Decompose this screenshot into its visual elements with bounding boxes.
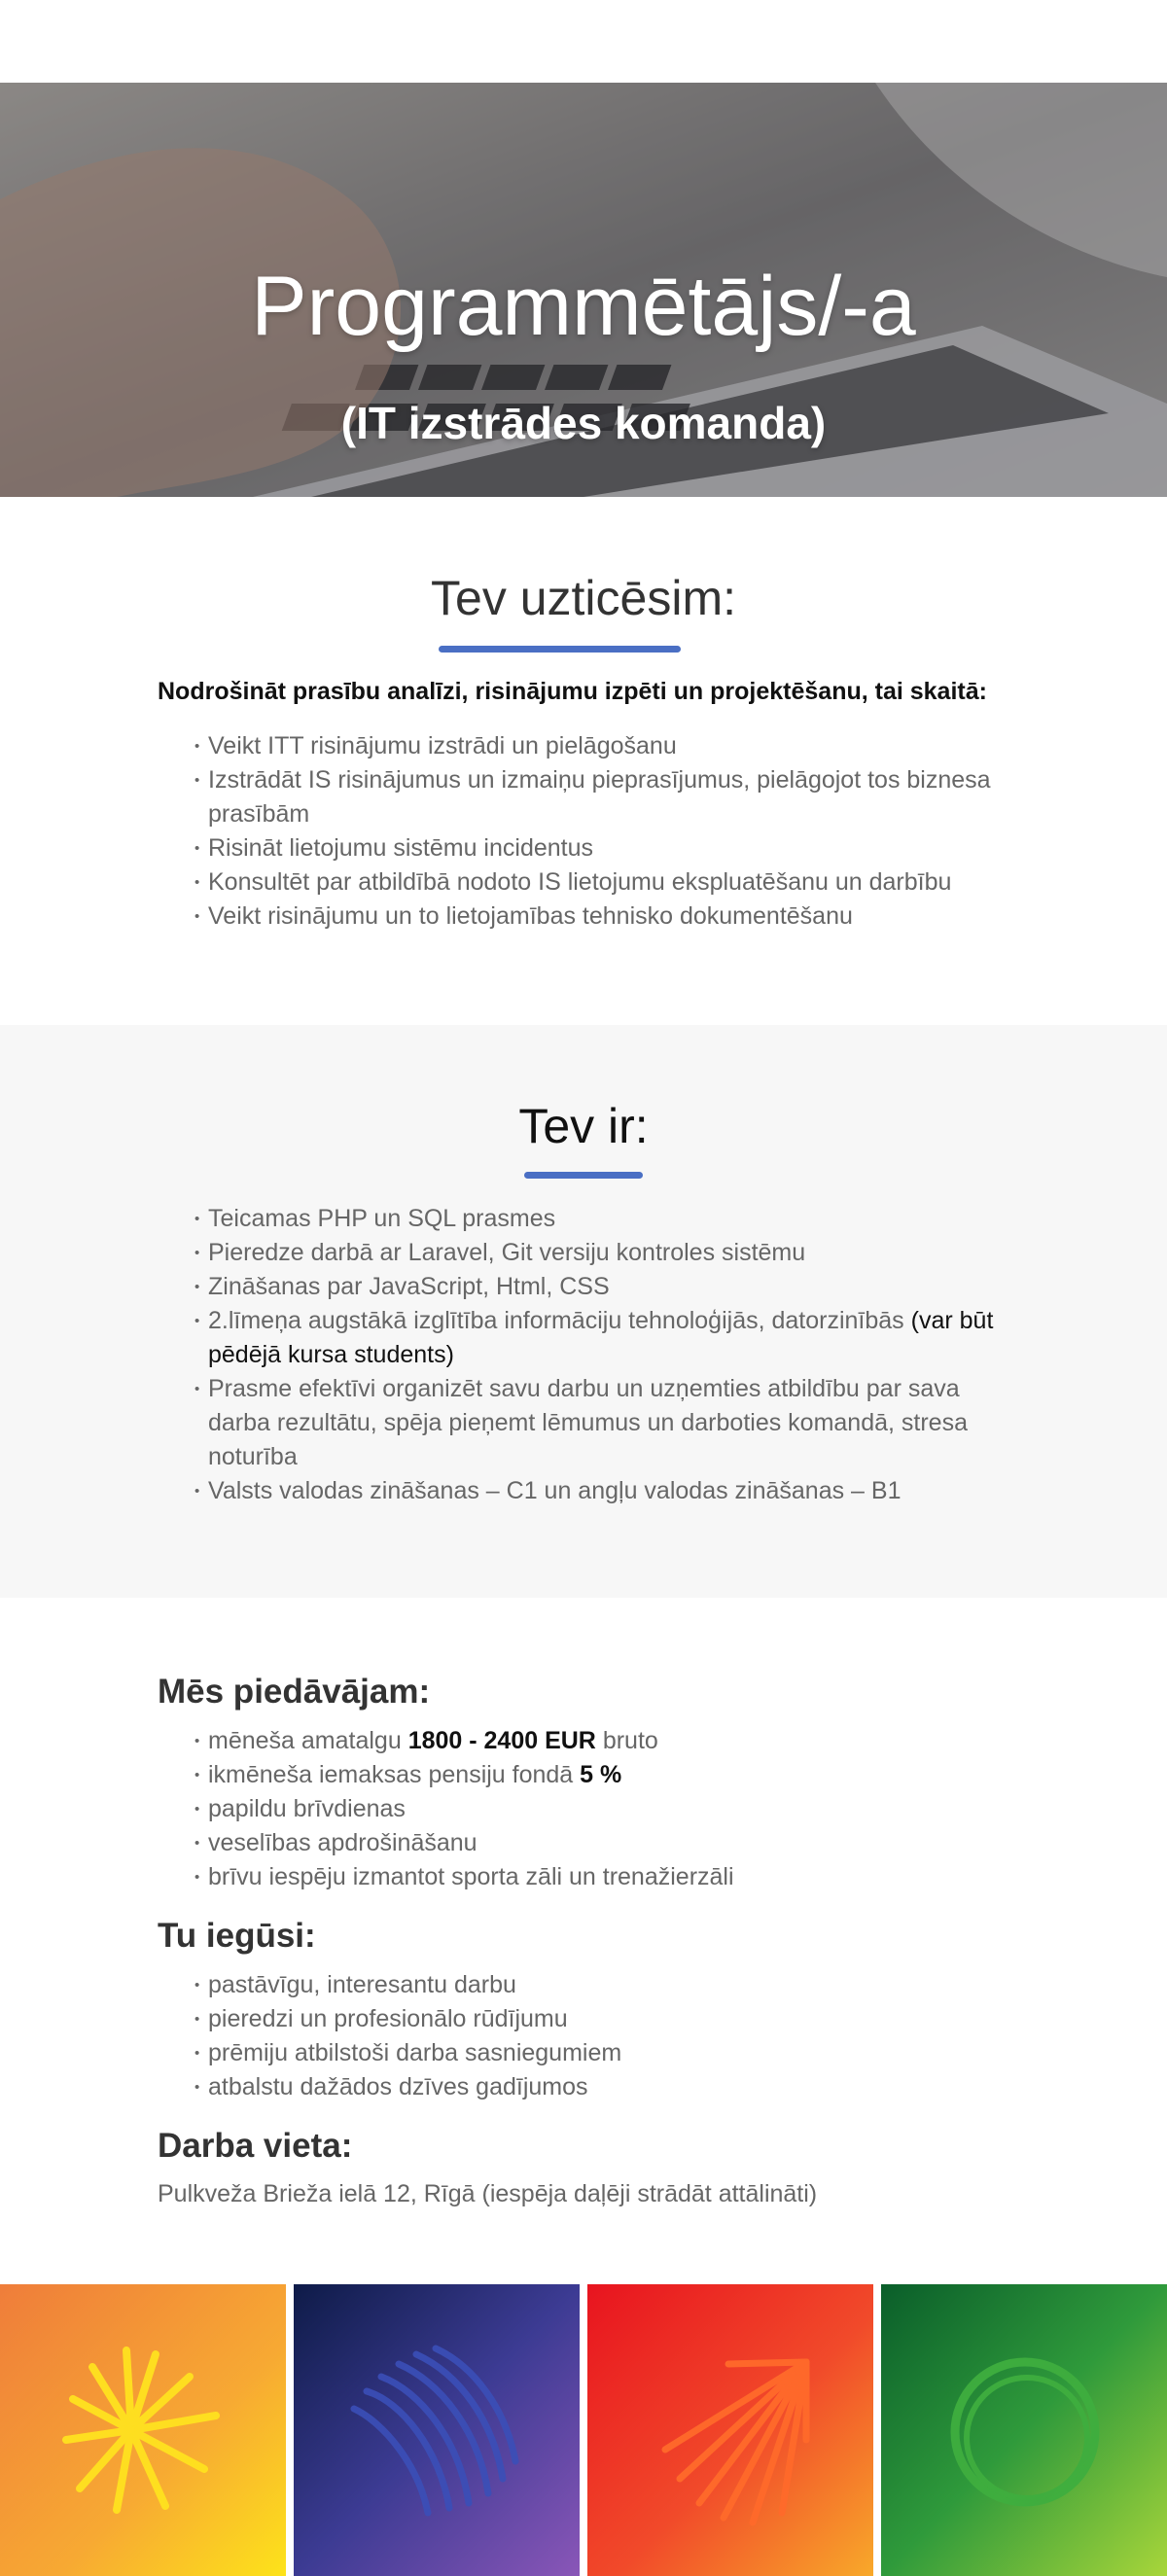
list-item: • prēmiju atbilstoši darba sasniegumiem (196, 2036, 1013, 2070)
tile-green (881, 2284, 1167, 2576)
title-underline (439, 646, 681, 653)
list-item: • pastāvīgu, interesantu darbu (196, 1968, 1013, 2002)
pension-value: 5 % (580, 1761, 622, 1788)
salary-label: mēneša amatalgu (208, 1727, 408, 1754)
education-text: 2.līmeņa augstākā izglītība informāciju tehnoloģijās, datorzinībās (208, 1307, 911, 1334)
pension-label: ikmēneša iemaksas pensiju fondā (208, 1761, 581, 1788)
trust-section-title: Tev uzticēsim: (431, 571, 736, 625)
tile-purple (294, 2284, 580, 2576)
trust-list (196, 729, 1013, 934)
hero-banner (0, 83, 1167, 497)
tile-red (587, 2284, 873, 2576)
list-item (196, 1304, 1013, 1372)
salary-value: 1800 - 2400 EUR (407, 1727, 596, 1754)
offer-title: Mēs piedāvājam: (158, 1673, 431, 1711)
list-item: • Teicamas PHP un SQL prasmes (196, 1202, 1013, 1236)
list-item: • Veikt risinājumu un to lietojamības tehnisko dokumentēšanu (196, 900, 1013, 934)
list-item: • atbalstu dažādos dzīves gadījumos (196, 2070, 1013, 2104)
list-item: • brīvu iespēju izmantot sporta zāli un trenažierzāli (196, 1860, 1013, 1894)
education-note: (var būt pēdējā kursa students) (208, 1307, 994, 1368)
list-item: • Zināšanas par JavaScript, Html, CSS (196, 1270, 1013, 1304)
list-item: • Prasme efektīvi organizēt savu darbu un uzņemties atbildību par sava darba rezultātu, spēja pieņemt lēmumus un darboties komandā, stresa noturība (196, 1372, 1013, 1474)
trust-lead-text: Nodrošināt prasību analīzi, risinājumu izpēti un projektēšanu, tai skaitā: (158, 678, 987, 705)
title-underline (524, 1172, 643, 1179)
workplace-address: Pulkveža Brieža ielā 12, Rīgā (iespēja daļēji strādāt attālināti) (158, 2180, 818, 2207)
list-item: • Izstrādāt IS risinājumus un izmaiņu pieprasījumus, pielāgojot tos biznesa prasībām (196, 763, 1013, 831)
list-item: • Valsts valodas zināšanas – C1 un angļu valodas zināšanas – B1 (196, 1474, 1013, 1508)
list-item: • veselības apdrošināšanu (196, 1826, 1013, 1860)
requirements-list (196, 1202, 1013, 1508)
offer-list (196, 1724, 1013, 1894)
gain-title: Tu iegūsi: (158, 1917, 316, 1955)
salary-suffix: bruto (595, 1727, 658, 1754)
have-section-title: Tev ir: (518, 1099, 649, 1153)
tile-orange (0, 2284, 286, 2576)
list-item: • Risināt lietojumu sistēmu incidentus (196, 831, 1013, 865)
list-item: • Konsultēt par atbildībā nodoto IS lietojumu ekspluatēšanu un darbību (196, 865, 1013, 900)
page-title: Programmētājs/-a (251, 260, 916, 353)
page-subtitle: (IT izstrādes komanda) (340, 398, 827, 448)
list-item: • papildu brīvdienas (196, 1792, 1013, 1826)
list-item (196, 1758, 1013, 1792)
list-item (196, 1724, 1013, 1758)
list-item: • Veikt ITT risinājumu izstrādi un pielāgošanu (196, 729, 1013, 763)
list-item: • Pieredze darbā ar Laravel, Git versiju kontroles sistēmu (196, 1236, 1013, 1270)
gain-list (196, 1968, 1013, 2104)
list-item: • pieredzi un profesionālo rūdījumu (196, 2002, 1013, 2036)
workplace-title: Darba vieta: (158, 2127, 353, 2165)
